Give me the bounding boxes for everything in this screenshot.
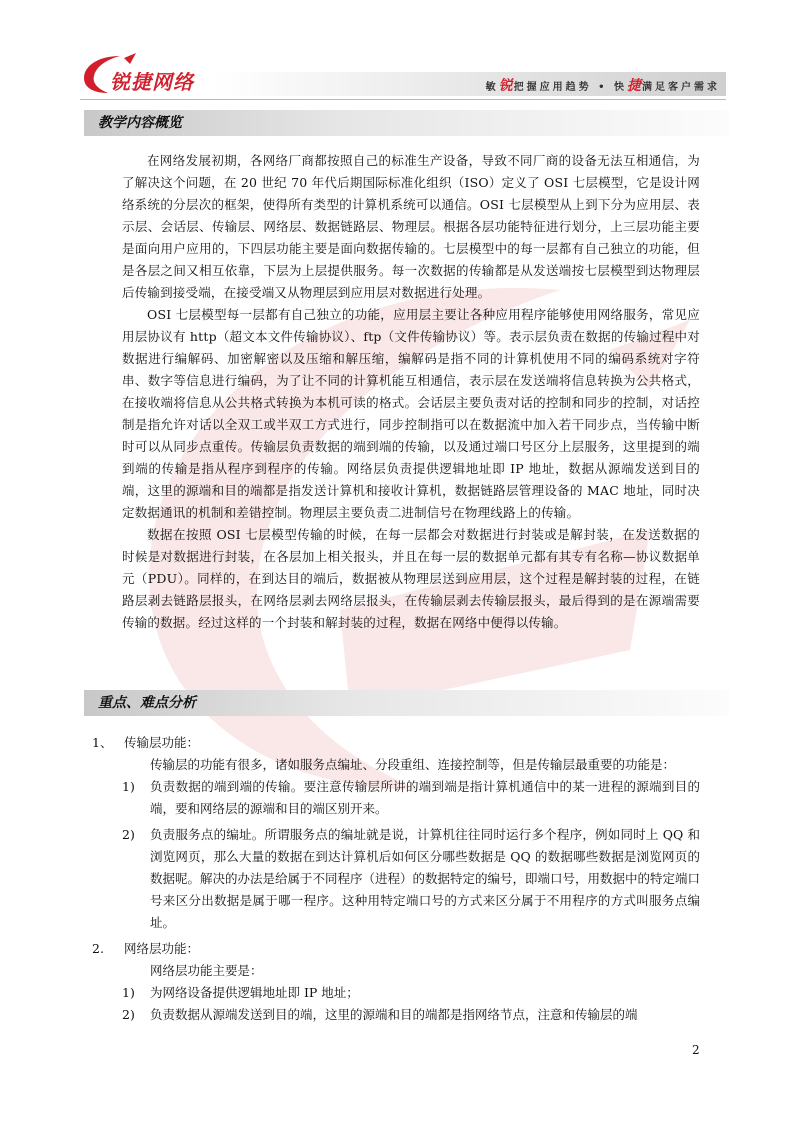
analysis-content — [92, 732, 700, 1030]
overview-paragraph: 在网络发展初期，各网络厂商都按照自己的标准生产设备，导致不同厂商的设备无法互相通信，为了解决这个问题，在 20 世纪 70 年代后期国际标准化组织（ISO）定义了 OSI 七层模型，它是设计网络系统的分层次的框架，使得所有类型的计算机系统可以通信。OSI 七层模型从上到下分为应用层、表示层、会话层、传输层、网络层、数据链路层、物理层。根据各层功能特征进行划分，上三层功能主要是面向用户应用的，下四层功能主要是面向数据传输的。七层模型中的每一层都有自己独立的功能，但是各层之间又相互依靠，下层为上层提供服务。每一次数据的传输都是从发送端按七层模型到达物理层后传输到接受端，在接受端又从物理层到应用层对数据进行处理。 — [122, 153, 700, 300]
list-item: 2) 负责数据从源端发送到目的端，这里的源端和目的端都是指网络节点，注意和传输层的端 — [122, 1007, 638, 1022]
analysis-item-heading: 2. 网络层功能： — [92, 941, 200, 956]
company-logo — [80, 52, 210, 94]
page-number: 2 — [692, 1043, 700, 1057]
list-item: 2) 负责服务点的编址。所谓服务点的编址就是说，计算机往往同时运行多个程序，例如同时上 QQ 和浏览网页，那么大量的数据在到达计算机后如何区分哪些数据是 QQ 的数据哪些数据是浏览网页的数据呢。解决的办法是给属于不同程序（进程）的数据特定的编号，即端口号，用数据中的特定端口号来区分出数据是属于哪一程序。这种用特定端口号的方式来区分属于不用程序的方式叫服务点编址。 — [122, 827, 701, 930]
page-header — [0, 0, 794, 110]
analysis-intro: 网络层功能主要是： — [150, 963, 263, 978]
section-title-overview: 教学内容概览 — [84, 110, 729, 136]
list-item: 1) 负责数据的端到端的传输。要注意传输层所讲的端到端是指计算机通信中的某一进程的源端到目的端，要和网络层的源端和目的端区别开来。 — [122, 779, 700, 816]
slogan-bar — [212, 72, 726, 96]
section-title-analysis: 重点、难点分析 — [84, 690, 729, 716]
list-item: 1) 为网络设备提供逻辑地址即 IP 地址； — [122, 985, 359, 1000]
analysis-intro: 传输层的功能有很多，诸如服务点编址、分段重组、连接控制等，但是传输层最重要的功能是： — [150, 757, 676, 772]
overview-paragraph: 数据在按照 OSI 七层模型传输的时候，在每一层都会对数据进行封装或是解封装，在发送数据的时候是对数据进行封装，在各层加上相关报头，并且在每一层的数据单元都有其专有名称—协议数据单元（PDU）。同样的，在到达目的端后，数据被从物理层送到应用层，这个过程是解封装的过程，在链路层剥去链路层报头，在网络层剥去网络层报头，在传输层剥去传输层报头，最后得到的是在源端需要传输的数据。经过这样的一个封装和解封装的过程，数据在网络中便得以传输。 — [122, 527, 700, 630]
overview-content — [122, 150, 700, 634]
analysis-item-heading: 1、 传输层功能： — [92, 735, 200, 750]
overview-paragraph: OSI 七层模型每一层都有自己独立的功能，应用层主要让各种应用程序能够使用网络服务，常见应用层协议有 http（超文本文件传输协议）、ftp（文件传输协议）等。表示层负责在数据的传输过程中对数据进行编解码、加密解密以及压缩和解压缩，编解码是指不同的计算机使用不同的编码系统对字符串、数字等信息进行编码，为了让不同的计算机能互相通信，表示层在发送端将信息转换为公共格式，在接收端将信息从公共格式转换为本机可读的格式。会话层主要负责对话的控制和同步的控制，对话控制是指允许对话以全双工或半双工方式进行，同步控制指可以在数据流中加入若干同步点，当传输中断时可以从同步点重传。传输层负责数据的端到端的传输，以及通过端口号区分上层服务，这里提到的端到端的传输是指从程序到程序的传输。网络层负责提供逻辑地址即 IP 地址，数据从源端发送到目的端，这里的源端和目的端都是指发送计算机和接收计算机，数据链路层管理设备的 MAC 地址，同时决定数据通讯的机制和差错控制。物理层主要负责二进制信号在物理线路上的传输。 — [122, 307, 700, 520]
header-divider — [80, 99, 726, 100]
logo-text: 锐捷网络 — [110, 70, 194, 94]
slogan: 敏锐把握应用趋势 • 快捷满足客户需求 — [485, 78, 720, 94]
